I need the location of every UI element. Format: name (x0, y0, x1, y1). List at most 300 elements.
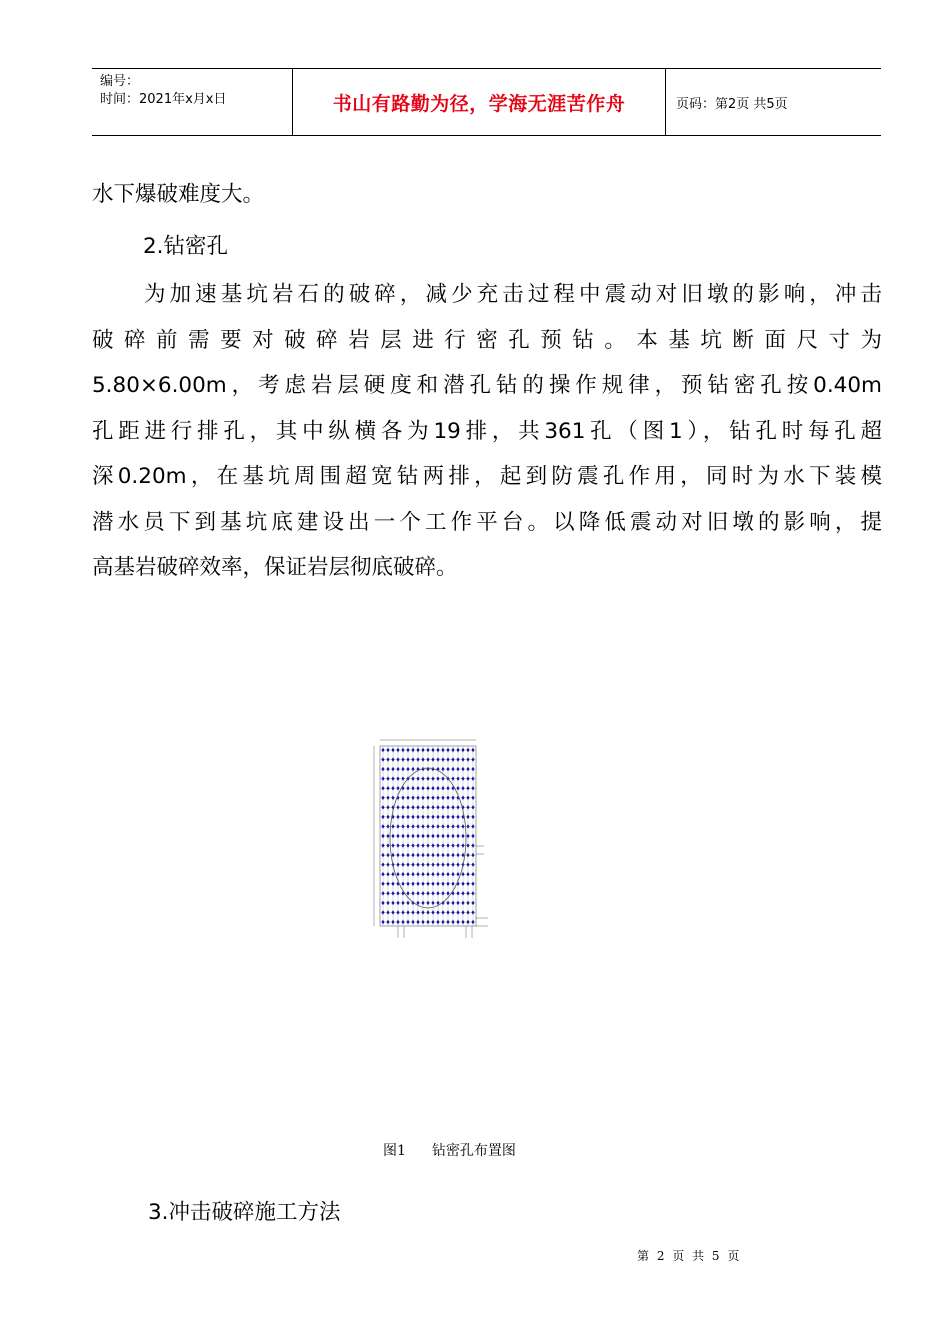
drill-hole (406, 815, 409, 819)
drill-hole (391, 796, 394, 800)
drill-hole (416, 891, 419, 895)
header-info-cell (92, 69, 293, 135)
drill-hole (391, 748, 394, 752)
header-page-number: 页码：第2页 共5页 (676, 96, 788, 112)
drill-hole (421, 796, 424, 800)
drill-hole (396, 786, 399, 790)
drill-hole (436, 824, 439, 828)
drill-hole (461, 882, 464, 886)
drill-hole (426, 901, 429, 905)
drill-hole (441, 910, 444, 914)
document-date-label: 时间：2021年x月x日 (100, 92, 227, 107)
drill-hole (401, 757, 404, 761)
drill-hole (436, 815, 439, 819)
drill-hole (386, 805, 389, 809)
drill-hole (401, 910, 404, 914)
drill-hole (446, 824, 449, 828)
drill-hole (406, 805, 409, 809)
drill-hole (386, 767, 389, 771)
drill-hole (421, 920, 424, 924)
drill-hole (401, 843, 404, 847)
drill-hole (451, 757, 454, 761)
drill-hole (421, 862, 424, 866)
section-2-paragraph (92, 272, 882, 591)
drill-hole (401, 767, 404, 771)
drill-hole (446, 910, 449, 914)
drill-hole (431, 901, 434, 905)
drill-hole (381, 853, 384, 857)
drill-hole (381, 757, 384, 761)
drill-hole (456, 910, 459, 914)
drill-hole (436, 843, 439, 847)
drill-hole (446, 891, 449, 895)
drill-hole (436, 862, 439, 866)
drill-hole (471, 891, 474, 895)
drill-hole (421, 786, 424, 790)
drill-hole (391, 786, 394, 790)
drill-hole (436, 872, 439, 876)
drill-hole (436, 901, 439, 905)
drill-hole (411, 862, 414, 866)
drill-hole (426, 776, 429, 780)
drill-hole (426, 910, 429, 914)
drill-hole (406, 796, 409, 800)
drill-hole (401, 824, 404, 828)
drill-hole (441, 796, 444, 800)
drill-hole (446, 815, 449, 819)
drill-hole (386, 853, 389, 857)
drill-hole (436, 757, 439, 761)
drill-hole (386, 834, 389, 838)
drill-hole (461, 920, 464, 924)
drill-hole (426, 796, 429, 800)
drill-hole (396, 910, 399, 914)
drill-hole (456, 805, 459, 809)
drill-hole (406, 882, 409, 886)
drill-hole (401, 776, 404, 780)
drill-hole (466, 824, 469, 828)
figure-caption-number: 图1 (383, 1143, 406, 1159)
drill-hole (471, 834, 474, 838)
drill-hole (436, 834, 439, 838)
drill-hole (421, 853, 424, 857)
drill-hole (456, 748, 459, 752)
drill-hole (461, 843, 464, 847)
drill-hole (386, 796, 389, 800)
drill-hole (471, 862, 474, 866)
drill-hole (421, 748, 424, 752)
drill-hole (416, 901, 419, 905)
drill-hole (451, 872, 454, 876)
drill-hole (406, 843, 409, 847)
drill-hole (396, 901, 399, 905)
drill-hole (386, 776, 389, 780)
drill-hole (421, 834, 424, 838)
drill-hole (436, 920, 439, 924)
drill-hole (466, 796, 469, 800)
drill-hole (431, 853, 434, 857)
drill-hole (391, 910, 394, 914)
drill-hole (426, 834, 429, 838)
drill-hole (441, 891, 444, 895)
drill-hole (386, 786, 389, 790)
drill-hole (416, 862, 419, 866)
drill-hole (431, 910, 434, 914)
drill-hole (466, 862, 469, 866)
drill-hole (461, 834, 464, 838)
drill-hole (471, 910, 474, 914)
drill-hole (461, 901, 464, 905)
drill-hole (401, 815, 404, 819)
drill-hole (431, 757, 434, 761)
drill-hole (451, 834, 454, 838)
drill-hole (381, 796, 384, 800)
drill-hole (431, 824, 434, 828)
page-footer: 第 2 页 共 5 页 (637, 1249, 740, 1263)
drill-hole (411, 834, 414, 838)
paragraph-line: 潜水员下到基坑底建设出一个工作平台。以降低震动对旧墩的影响，提 (92, 509, 882, 535)
drill-hole (441, 872, 444, 876)
section-2-heading: 2.钻密孔 (143, 234, 229, 259)
drill-hole (441, 824, 444, 828)
drill-hole (441, 853, 444, 857)
drill-hole (391, 901, 394, 905)
drill-hole (441, 920, 444, 924)
drill-hole (471, 815, 474, 819)
header-motto: 书山有路勤为径，学海无涯苦作舟 (332, 92, 626, 115)
drill-hole (466, 786, 469, 790)
drill-hole (416, 853, 419, 857)
drill-hole (381, 843, 384, 847)
drill-hole (381, 786, 384, 790)
drill-hole (426, 748, 429, 752)
paragraph-line: 深0.20m，在基坑周围超宽钻两排，起到防震孔作用，同时为水下装模 (92, 464, 882, 489)
drill-hole (466, 882, 469, 886)
drill-hole (431, 891, 434, 895)
drill-hole (436, 891, 439, 895)
drill-hole (406, 786, 409, 790)
drill-hole (461, 767, 464, 771)
drill-hole (471, 882, 474, 886)
drill-hole (416, 757, 419, 761)
drill-hole (426, 815, 429, 819)
drill-hole (411, 748, 414, 752)
drill-hole (426, 786, 429, 790)
drill-hole (396, 853, 399, 857)
document-number-label: 编号： (100, 74, 140, 89)
drill-hole (381, 901, 384, 905)
drill-hole (401, 901, 404, 905)
drill-hole (411, 757, 414, 761)
drill-hole (446, 834, 449, 838)
drill-hole (436, 748, 439, 752)
drill-hole (381, 920, 384, 924)
drill-hole (471, 786, 474, 790)
drill-hole (411, 910, 414, 914)
drill-hole (461, 796, 464, 800)
drill-hole (426, 872, 429, 876)
drill-hole (381, 815, 384, 819)
drill-hole (406, 834, 409, 838)
drill-hole (421, 872, 424, 876)
drill-hole (396, 862, 399, 866)
drill-hole (461, 748, 464, 752)
drill-hole (386, 882, 389, 886)
drill-hole (456, 843, 459, 847)
drill-hole (456, 862, 459, 866)
drill-hole (411, 882, 414, 886)
drill-hole (416, 786, 419, 790)
drill-hole (386, 920, 389, 924)
drill-hole (386, 872, 389, 876)
drill-hole (381, 834, 384, 838)
drill-hole (461, 853, 464, 857)
drill-hole (451, 776, 454, 780)
drill-hole (451, 748, 454, 752)
drill-hole (471, 757, 474, 761)
drill-hole (446, 853, 449, 857)
drill-hole (441, 767, 444, 771)
drill-hole (471, 920, 474, 924)
drill-hole (421, 901, 424, 905)
drill-hole (411, 872, 414, 876)
drill-hole (451, 796, 454, 800)
drill-hole (401, 872, 404, 876)
drill-hole (401, 805, 404, 809)
drill-hole (451, 824, 454, 828)
drill-hole (446, 786, 449, 790)
drill-hole (426, 920, 429, 924)
drill-hole (381, 748, 384, 752)
drill-hole (431, 786, 434, 790)
drill-hole (466, 834, 469, 838)
drill-hole (391, 843, 394, 847)
drill-hole (456, 767, 459, 771)
drill-hole (386, 901, 389, 905)
drill-hole (381, 805, 384, 809)
drill-hole (441, 748, 444, 752)
drill-hole (386, 891, 389, 895)
figure-caption (383, 1140, 516, 1160)
drill-hole (446, 748, 449, 752)
drill-hole (381, 891, 384, 895)
drill-hole (446, 843, 449, 847)
drill-hole (416, 920, 419, 924)
drill-hole (451, 853, 454, 857)
drill-hole (456, 891, 459, 895)
paragraph-line: 孔距进行排孔，其中纵横各为19排，共361孔（图1），钻孔时每孔超 (92, 418, 882, 444)
drill-hole (436, 882, 439, 886)
drill-hole-layout-figure (368, 722, 498, 944)
drill-hole (406, 872, 409, 876)
drill-hole (456, 834, 459, 838)
drill-hole (471, 853, 474, 857)
drill-hole (456, 815, 459, 819)
header-page-cell (666, 69, 881, 135)
drill-hole (441, 815, 444, 819)
drill-hole (411, 776, 414, 780)
drill-hole (471, 824, 474, 828)
drill-hole (391, 757, 394, 761)
drill-hole (436, 910, 439, 914)
drill-hole (381, 776, 384, 780)
drill-hole (386, 757, 389, 761)
drill-hole (431, 834, 434, 838)
drill-hole (416, 882, 419, 886)
drill-hole (471, 748, 474, 752)
drill-hole (441, 776, 444, 780)
drill-hole (426, 805, 429, 809)
drill-hole (441, 786, 444, 790)
drill-hole (381, 882, 384, 886)
drill-hole (436, 805, 439, 809)
drill-hole (381, 910, 384, 914)
drill-hole (471, 776, 474, 780)
drill-hole (391, 834, 394, 838)
drill-hole (416, 910, 419, 914)
drill-hole (396, 815, 399, 819)
drill-hole (456, 872, 459, 876)
drill-hole (466, 910, 469, 914)
drill-hole (441, 862, 444, 866)
drill-hole (396, 748, 399, 752)
drill-hole (446, 872, 449, 876)
drill-hole (466, 757, 469, 761)
drill-hole (466, 815, 469, 819)
drill-hole (411, 786, 414, 790)
drill-hole (446, 757, 449, 761)
drill-hole (461, 757, 464, 761)
drill-hole (396, 891, 399, 895)
drill-hole (406, 824, 409, 828)
drill-hole (411, 815, 414, 819)
paragraph-line: 为加速基坑岩石的破碎，减少充击过程中震动对旧墩的影响，冲击 (144, 282, 882, 307)
drill-hole (461, 776, 464, 780)
drill-hole (431, 796, 434, 800)
drill-hole (411, 843, 414, 847)
drill-hole (396, 767, 399, 771)
drill-hole (451, 910, 454, 914)
drill-hole (471, 767, 474, 771)
figure-caption-title: 钻密孔布置图 (431, 1143, 516, 1159)
drill-hole (426, 757, 429, 761)
drill-hole (416, 748, 419, 752)
drill-hole (431, 843, 434, 847)
drill-hole (471, 872, 474, 876)
drill-hole (416, 815, 419, 819)
drill-hole (471, 796, 474, 800)
drill-hole (461, 786, 464, 790)
drill-hole (416, 796, 419, 800)
drill-hole (421, 882, 424, 886)
section-3-heading: 3.冲击破碎施工方法 (148, 1200, 341, 1225)
drill-hole (396, 834, 399, 838)
drill-hole (391, 776, 394, 780)
drill-hole (411, 767, 414, 771)
drill-hole (451, 862, 454, 866)
drill-hole (421, 891, 424, 895)
drill-hole (451, 815, 454, 819)
drill-hole (456, 757, 459, 761)
drill-hole (401, 920, 404, 924)
drill-hole (466, 853, 469, 857)
drill-hole (386, 824, 389, 828)
drill-hole (431, 815, 434, 819)
drill-hole (401, 834, 404, 838)
drill-hole (431, 776, 434, 780)
page-header (92, 68, 881, 136)
drill-hole (456, 776, 459, 780)
drill-hole (446, 920, 449, 924)
drill-hole (436, 853, 439, 857)
drill-hole (386, 815, 389, 819)
drill-hole (466, 901, 469, 905)
drill-hole (391, 920, 394, 924)
paragraph-line: 破碎前需要对破碎岩层进行密孔预钻。本基坑断面尺寸为 (92, 327, 882, 353)
drill-hole (411, 796, 414, 800)
drill-hole (401, 748, 404, 752)
drill-hole (466, 776, 469, 780)
drill-hole (421, 843, 424, 847)
drill-hole (426, 891, 429, 895)
drill-hole (406, 767, 409, 771)
drill-hole (401, 796, 404, 800)
drill-hole (431, 748, 434, 752)
drill-hole (436, 776, 439, 780)
drill-hole (391, 891, 394, 895)
drill-hole (416, 843, 419, 847)
drill-hole (421, 776, 424, 780)
drill-hole (471, 805, 474, 809)
drill-hole (421, 824, 424, 828)
drill-hole (411, 891, 414, 895)
drill-hole (426, 853, 429, 857)
drill-hole (436, 786, 439, 790)
drill-hole (446, 901, 449, 905)
drill-hole (431, 872, 434, 876)
drill-hole (456, 901, 459, 905)
drill-hole (451, 843, 454, 847)
drill-hole (456, 853, 459, 857)
drill-hole (441, 757, 444, 761)
drill-hole (426, 767, 429, 771)
drill-hole (411, 920, 414, 924)
drill-hole (401, 882, 404, 886)
drill-hole (391, 853, 394, 857)
drill-hole (461, 910, 464, 914)
drill-hole (456, 824, 459, 828)
drill-hole (426, 862, 429, 866)
drill-hole (381, 824, 384, 828)
drill-hole (421, 757, 424, 761)
drill-hole (471, 843, 474, 847)
drill-hole (416, 805, 419, 809)
drill-hole (461, 824, 464, 828)
drill-hole (451, 805, 454, 809)
drill-hole (406, 910, 409, 914)
drill-hole (386, 862, 389, 866)
drill-hole (406, 748, 409, 752)
paragraph-line: 5.80×6.00m，考虑岩层硬度和潜孔钻的操作规律，预钻密孔按0.40m (92, 373, 882, 398)
drill-hole (386, 748, 389, 752)
drill-hole (466, 843, 469, 847)
drill-hole (391, 767, 394, 771)
drill-hole (426, 824, 429, 828)
drill-hole (446, 767, 449, 771)
drill-hole (381, 872, 384, 876)
drill-hole (446, 882, 449, 886)
drill-hole (431, 882, 434, 886)
